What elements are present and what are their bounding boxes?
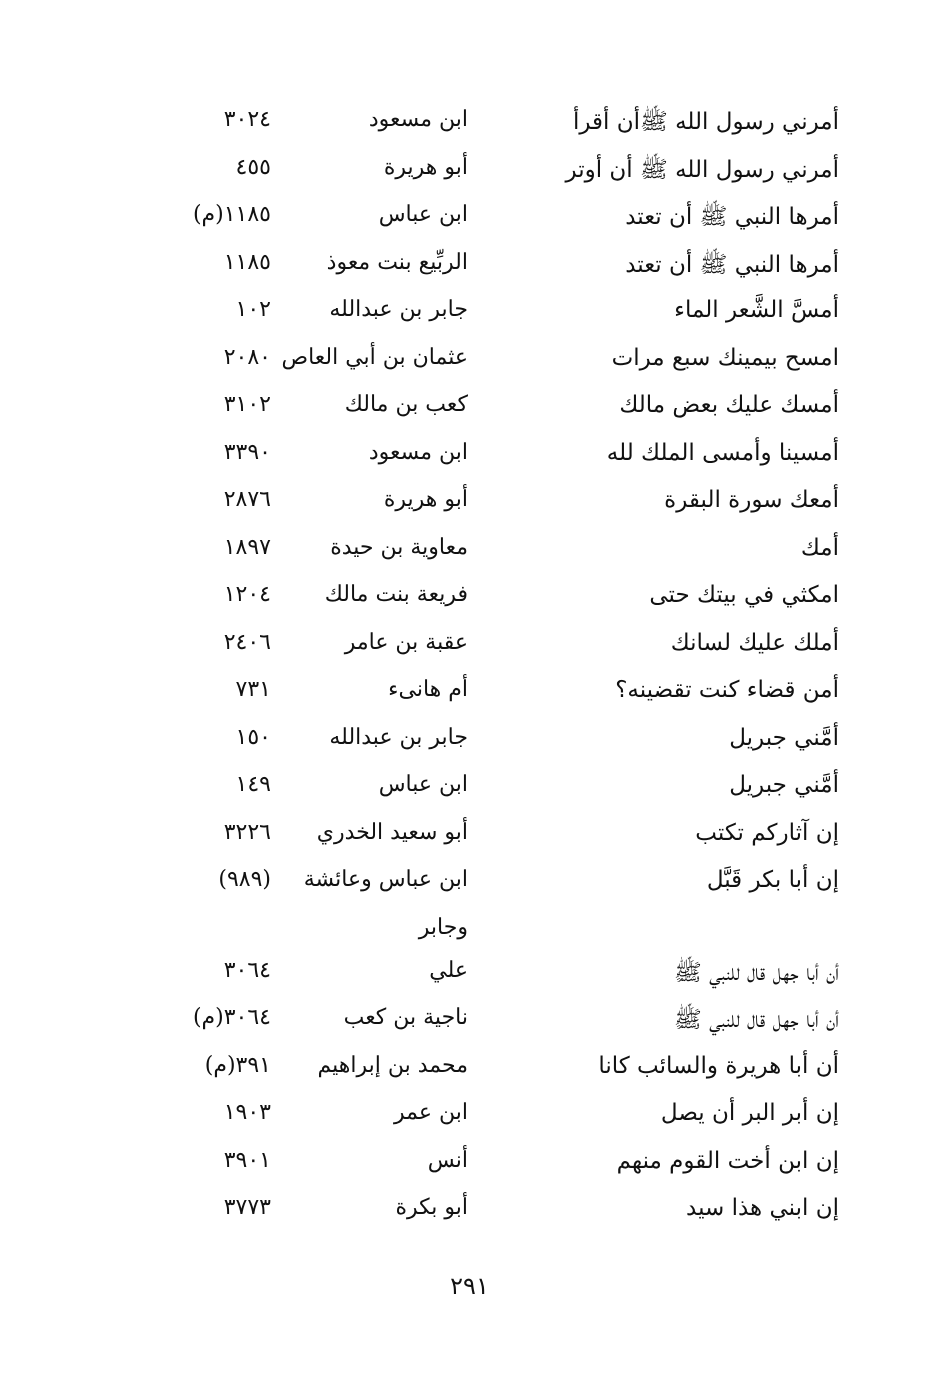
hadith-opening-text: أمرها النبي ﷺ أن تعتد bbox=[625, 204, 839, 230]
narrator-name: ابن عباس bbox=[378, 202, 468, 227]
hadith-number: ١١٨٥ bbox=[223, 249, 271, 275]
hadith-number: ٣٩١(م) bbox=[204, 1052, 271, 1078]
hadith-number: ٣٩٠١ bbox=[223, 1147, 271, 1173]
hadith-number: ٣٠٢٤ bbox=[223, 107, 271, 132]
hadith-opening-text: إن أبا بكر قَبَّل bbox=[706, 867, 839, 893]
index-row bbox=[0, 196, 939, 244]
narrator-name: أبو هريرة bbox=[383, 154, 468, 180]
hadith-opening-text: إن ابني هذا سيد bbox=[686, 1195, 839, 1221]
narrator-name: جابر بن عبدالله bbox=[329, 724, 468, 750]
page-number: ٢٩١ bbox=[450, 1272, 489, 1300]
hadith-opening-text: أن أبا جهل قال للنبي ﷺ bbox=[673, 959, 839, 986]
narrator-name: ابن مسعود bbox=[368, 107, 468, 132]
hadith-opening-text: أمَّني جبريل bbox=[729, 772, 839, 798]
hadith-number: ٣١٠٢ bbox=[223, 392, 271, 417]
index-row bbox=[0, 952, 939, 1000]
hadith-number: ٣٢٢٦ bbox=[223, 819, 271, 845]
narrator-name: ابن عباس bbox=[378, 772, 468, 797]
hadith-opening-text: امكثي في بيتك حتى bbox=[649, 582, 839, 608]
index-row bbox=[0, 101, 939, 149]
hadith-number: ٣٣٩٠ bbox=[223, 439, 271, 465]
index-row bbox=[0, 576, 939, 624]
hadith-number: ٧٣١ bbox=[235, 677, 271, 702]
index-row bbox=[0, 1142, 939, 1190]
hadith-opening-text: أن أبا جهل قال للنبي ﷺ bbox=[673, 1007, 839, 1033]
hadith-opening-text: إن ابن أخت القوم منهم bbox=[616, 1147, 839, 1174]
hadith-number: ٢٠٨٠ bbox=[223, 344, 271, 370]
hadith-opening-text: أمعك سورة البقرة bbox=[664, 487, 839, 513]
narrator-name-continuation: وجابر bbox=[418, 914, 468, 940]
hadith-opening-text: إن أبر البر أن يصل bbox=[660, 1100, 839, 1126]
index-row-continuation bbox=[0, 909, 939, 952]
hadith-opening-text: امسح بيمينك سبع مرات bbox=[611, 344, 839, 371]
narrator-name: أبو سعيد الخدري bbox=[316, 819, 468, 845]
hadith-opening-text: أمَّني جبريل bbox=[729, 724, 839, 751]
hadith-number: ٣٠٦٤(م) bbox=[192, 1005, 271, 1030]
hadith-number: ٤٥٥ bbox=[235, 154, 271, 180]
hadith-opening-text: أمرني رسول الله ﷺ أن أوتر bbox=[565, 156, 839, 183]
hadith-number: ١٥٠ bbox=[235, 724, 271, 750]
hadith-number: ١٤٩ bbox=[235, 772, 271, 797]
hadith-opening-text: أمرني رسول الله ﷺأن أقرأ bbox=[572, 109, 839, 135]
hadith-number: ٣٠٦٤ bbox=[223, 957, 271, 983]
narrator-name: ابن مسعود bbox=[368, 439, 468, 465]
index-row bbox=[0, 149, 939, 197]
narrator-name: كعب بن مالك bbox=[344, 392, 468, 417]
narrator-name: الربِّيع بنت معوذ bbox=[326, 249, 468, 275]
hadith-index-table bbox=[0, 101, 939, 1237]
narrator-name: محمد بن إبراهيم bbox=[317, 1052, 468, 1078]
narrator-name: أنس bbox=[427, 1147, 468, 1173]
hadith-opening-text: أمسك عليك بعض مالك bbox=[619, 392, 839, 418]
index-row bbox=[0, 861, 939, 909]
hadith-opening-text: أمسينا وأمسى الملك لله bbox=[606, 439, 839, 466]
hadith-number: ١٠٢ bbox=[235, 297, 271, 322]
narrator-name: أبو هريرة bbox=[383, 487, 468, 512]
hadith-opening-text: أملك عليك لسانك bbox=[670, 629, 839, 656]
hadith-number: ٣٧٧٣ bbox=[223, 1195, 271, 1220]
hadith-opening-text: إن آثاركم تكتب bbox=[695, 819, 839, 846]
index-row bbox=[0, 719, 939, 767]
narrator-name: عثمان بن أبي العاص bbox=[281, 344, 468, 370]
hadith-number: ٢٨٧٦ bbox=[223, 487, 271, 512]
hadith-number: ١١٨٥(م) bbox=[192, 202, 271, 227]
index-row bbox=[0, 624, 939, 672]
index-row bbox=[0, 1047, 939, 1095]
index-row bbox=[0, 999, 939, 1047]
narrator-name: أم هانىء bbox=[388, 677, 468, 702]
index-row bbox=[0, 339, 939, 387]
hadith-number: ١٩٠٣ bbox=[223, 1100, 271, 1125]
hadith-opening-text: أمن قضاء كنت تقضينه؟ bbox=[615, 677, 839, 703]
index-row bbox=[0, 291, 939, 339]
index-row bbox=[0, 766, 939, 814]
index-row bbox=[0, 434, 939, 482]
hadith-number: ١٨٩٧ bbox=[223, 534, 271, 560]
narrator-name: ابن عباس وعائشة bbox=[303, 867, 468, 892]
narrator-name: عقبة بن عامر bbox=[344, 629, 468, 655]
index-row bbox=[0, 481, 939, 529]
hadith-opening-text: أن أبا هريرة والسائب كانا bbox=[598, 1052, 839, 1079]
hadith-number: ٢٤٠٦ bbox=[223, 629, 271, 655]
hadith-number: (٩٨٩) bbox=[218, 867, 271, 892]
narrator-name: جابر بن عبدالله bbox=[329, 297, 468, 322]
narrator-name: معاوية بن حيدة bbox=[330, 534, 468, 560]
narrator-name: ابن عمر bbox=[394, 1100, 468, 1125]
narrator-name: علي bbox=[429, 957, 468, 983]
index-row bbox=[0, 671, 939, 719]
narrator-name: فريعة بنت مالك bbox=[324, 582, 468, 607]
index-row bbox=[0, 244, 939, 292]
index-row bbox=[0, 529, 939, 577]
index-row bbox=[0, 814, 939, 862]
hadith-opening-text: أمسَّ الشَّعر الماء bbox=[674, 297, 839, 323]
hadith-opening-text: أمرها النبي ﷺ أن تعتد bbox=[625, 251, 839, 278]
index-row bbox=[0, 1094, 939, 1142]
hadith-opening-text: أمك bbox=[800, 534, 839, 561]
narrator-name: أبو بكرة bbox=[395, 1195, 468, 1220]
index-row bbox=[0, 1189, 939, 1237]
narrator-name: ناجية بن كعب bbox=[343, 1005, 468, 1030]
index-row bbox=[0, 386, 939, 434]
hadith-number: ١٢٠٤ bbox=[223, 582, 271, 607]
